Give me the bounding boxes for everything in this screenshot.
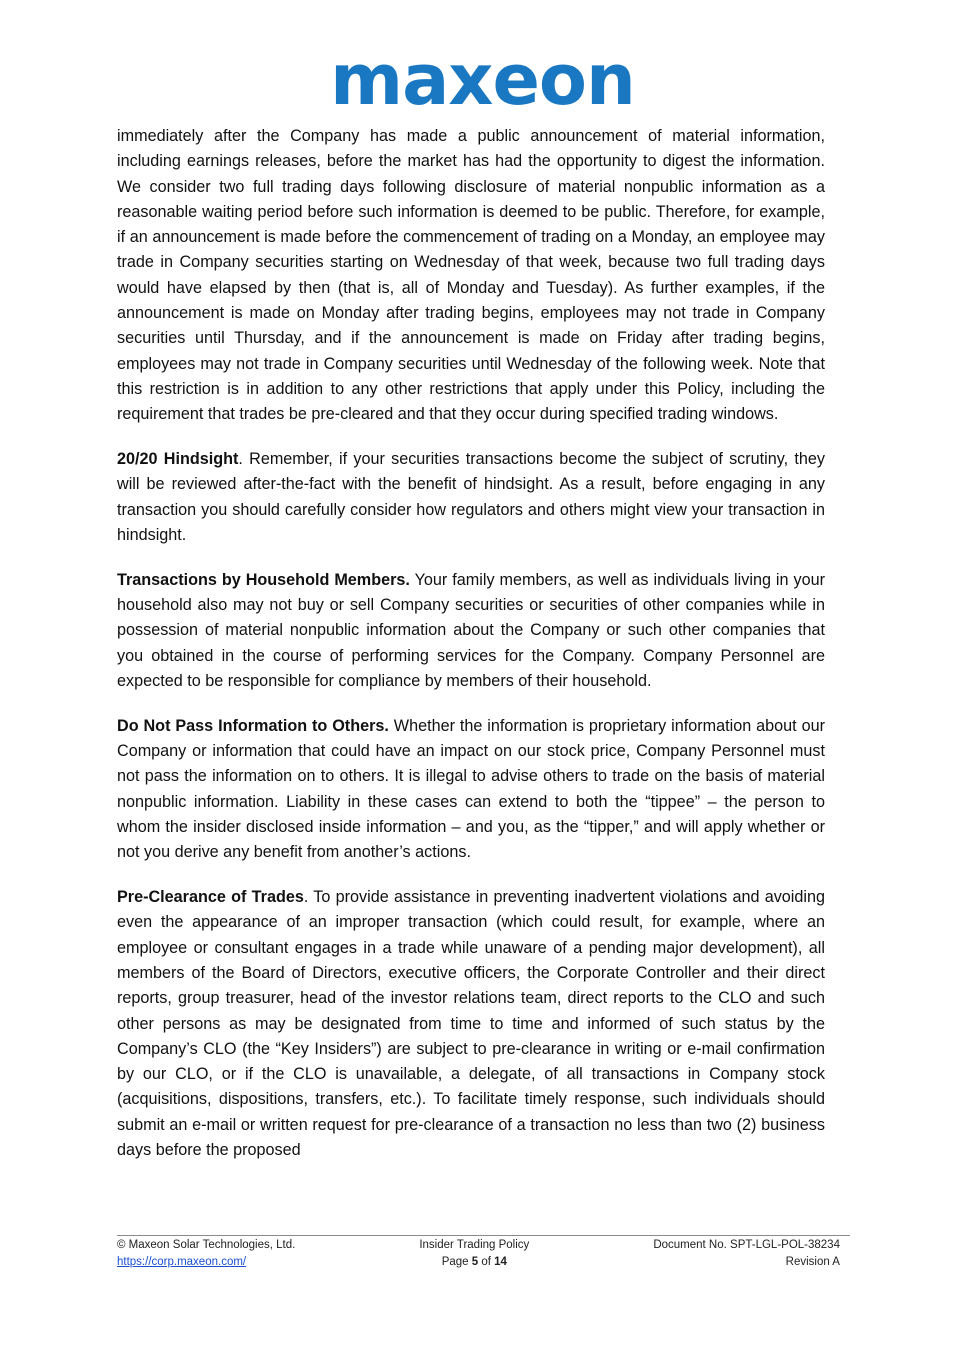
- page-prefix: Page: [441, 1255, 472, 1268]
- maxeon-logo: maxeon: [330, 39, 635, 121]
- paragraph-text: . Remember, if your securities transactions become the subject of scrutiny, they will be reviewed after-the-fact with the benefit of hindsight. As a result, before engaging in any transaction you should carefully consider how regulators and others might view your transaction in hindsight.: [117, 450, 825, 544]
- page-total: 14: [494, 1255, 507, 1268]
- paragraph-text: Your family members, as well as individuals living in your household also may not buy or sell Company securities or securities of other companies while in possession of material nonpublic information about the Company or such other companies that you obtained in the course of performing services for the Company. Company Personnel are expected to be responsible for compliance by members of their household.: [117, 570, 825, 690]
- paragraph-heading: Transactions by Household Members.: [117, 570, 410, 589]
- paragraph-text: . To provide assistance in preventing inadvertent violations and avoiding even the appearance of an improper transaction (which could result, for example, where an employee or consultant engages in a trade while unaware of a pending major development), all members of the Board of Directors, executive officers, the Corporate Controller and their direct reports, group treasurer, head of the investor relations team, direct reports to the CLO and such other persons as may be designated from time to time and informed of such status by the Company’s CLO (the “Key Insiders”) are subject to pre-clearance in writing or e-mail confirmation by our CLO, or if the CLO is unavailable, a delegate, of all transactions in Company stock (acquisitions, dispositions, transfers, etc.). To facilitate timely response, such individuals should submit an e-mail or written request for pre-clearance of a transaction no less than two (2) business days before the proposed: [117, 888, 825, 1159]
- footer-page-number: [442, 1254, 507, 1271]
- paragraph-household-members: [117, 568, 825, 694]
- page-current: 5: [471, 1255, 479, 1268]
- paragraph-pre-clearance: [117, 885, 825, 1163]
- paragraph-heading: Pre-Clearance of Trades: [117, 888, 304, 907]
- footer-doc-number: Document No. SPT-LGL-POL-38234: [653, 1239, 840, 1251]
- paragraph-hindsight: [117, 447, 825, 548]
- paragraph-text: immediately after the Company has made a public announcement of material information, including earnings releases, before the market has had the opportunity to digest the information. We consider two full trading days following disclosure of material nonpublic information as a reasonable waiting period before such information is deemed to be public. Therefore, for example, if an announcement is made before the commencement of trading on a Monday, an employee may trade in Company securities starting on Wednesday of that week, because two full trading days would have elapsed by then (that is, all of Monday and Tuesday). As further examples, if the announcement is made on Monday after trading begins, employees may not trade in Company securities until Thursday, and if the announcement is made on Friday after trading begins, employees may not trade in Company securities until Wednesday of the following week. Note that this restriction is in addition to any other restrictions that apply under this Policy, including the requirement that trades be pre-cleared and that they occur during specified trading windows.: [117, 127, 825, 424]
- footer-revision: Revision A: [785, 1255, 840, 1268]
- paragraph-text: Whether the information is proprietary information about our Company or information that could have an impact on our stock price, Company Personnel must not pass the information on to others. It is illegal to advise others to trade on the basis of material nonpublic information. Liability in these cases can extend to both the “tippee” – the person to whom the insider disclosed inside information – and you, as the “tipper,” and will apply whether or not you derive any benefit from another’s actions.: [117, 716, 825, 862]
- page-of: of: [478, 1255, 495, 1268]
- footer-website-link[interactable]: https://corp.maxeon.com/: [117, 1255, 247, 1268]
- paragraph-heading: Do Not Pass Information to Others.: [117, 716, 389, 735]
- footer-copyright: © Maxeon Solar Technologies, Ltd.: [117, 1239, 296, 1251]
- footer-divider: [117, 1235, 850, 1236]
- footer-doc-title: Insider Trading Policy: [419, 1239, 530, 1251]
- paragraph-do-not-pass-info: [117, 714, 825, 866]
- document-body: [117, 124, 825, 1183]
- page-footer: [117, 1237, 840, 1270]
- paragraph-waiting-period: [117, 124, 825, 428]
- paragraph-heading: 20/20 Hindsight: [117, 450, 239, 469]
